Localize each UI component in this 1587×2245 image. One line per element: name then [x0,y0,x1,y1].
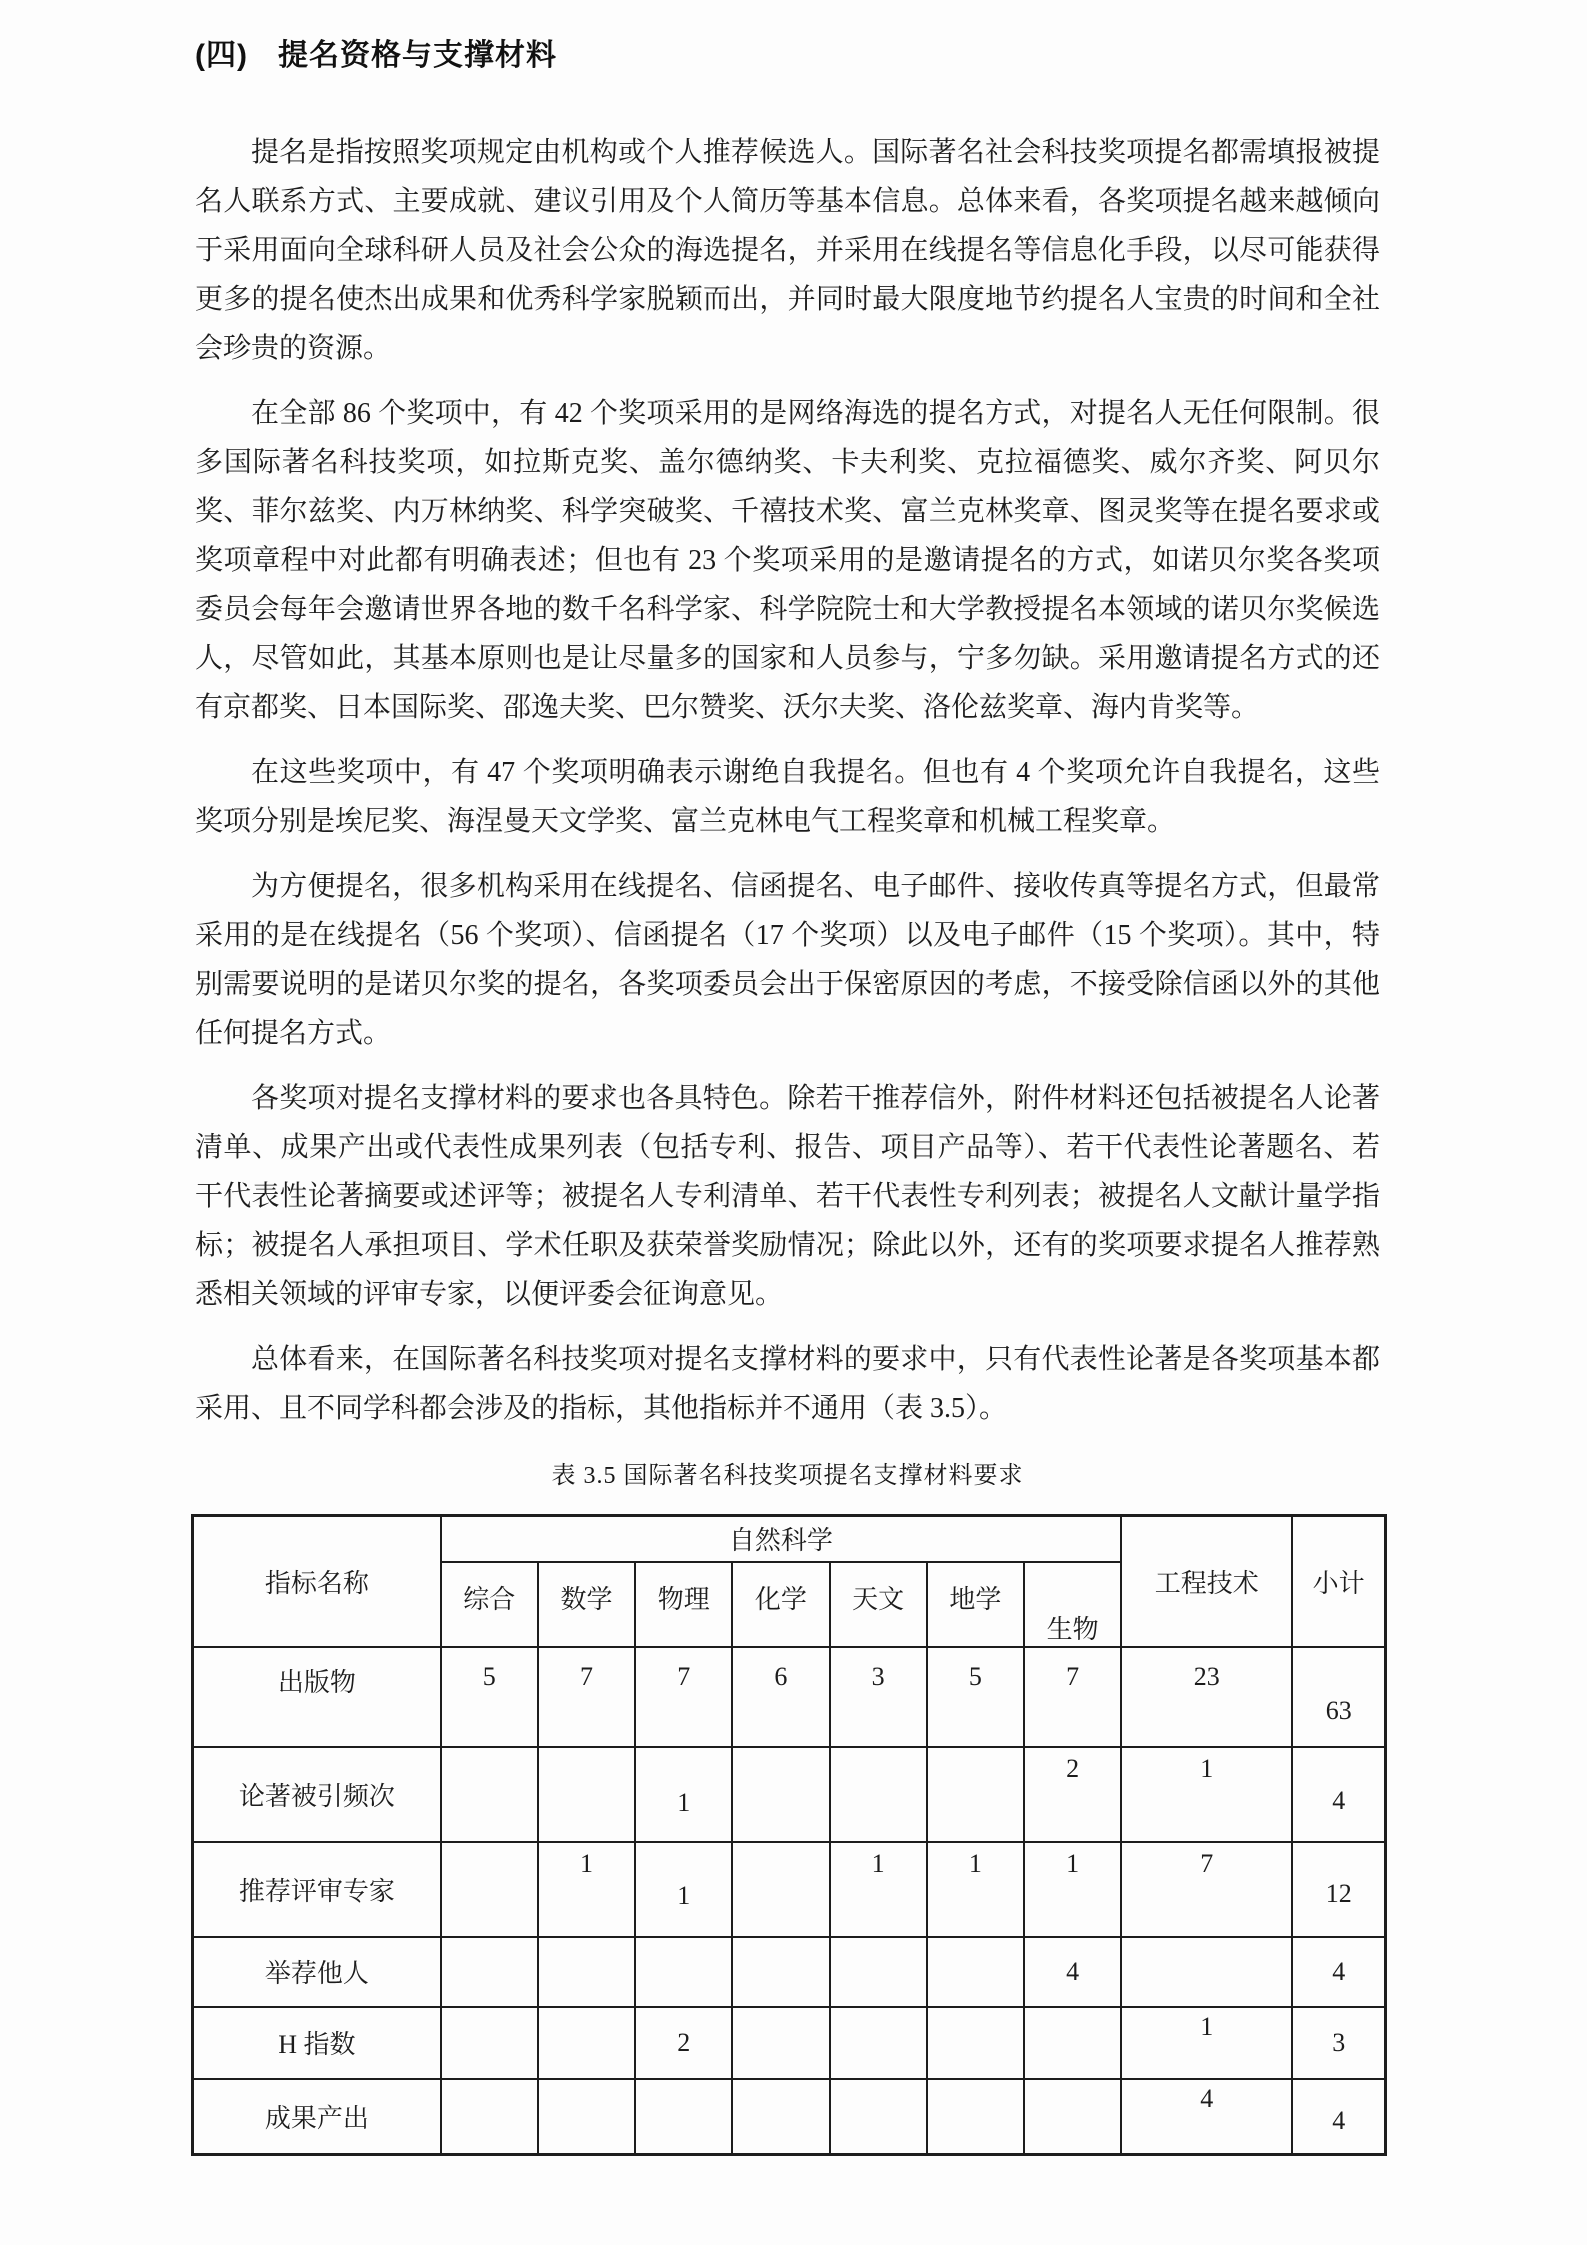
row-label: 出版物 [193,1647,441,1747]
table-cell: 1 [830,1842,927,1937]
row-label: 举荐他人 [193,1937,441,2007]
table-cell [830,2079,927,2155]
table-cell [635,1937,732,2007]
table-cell [927,1937,1024,2007]
table-cell [732,1842,829,1937]
table-cell [1024,2007,1121,2079]
table-cell: 7 [635,1647,732,1747]
paragraph: 为方便提名，很多机构采用在线提名、信函提名、电子邮件、接收传真等提名方式，但最常采用的是在线提名（56 个奖项）、信函提名（17 个奖项）以及电子邮件（15 个奖项）。其中，特别需要说明的是诺贝尔奖的提名，各奖项委员会出于保密原因的考虑，不接受除信函以外的其他任何提名方式。 [195,871,1380,1049]
table-cell: 4 [1292,2079,1385,2155]
table-cell [732,2007,829,2079]
table-cell: 7 [538,1647,635,1747]
table-cell: 4 [1292,1747,1385,1842]
paragraph: 在全部 86 个奖项中，有 42 个奖项采用的是网络海选的提名方式，对提名人无任何限制。很多国际著名科技奖项，如拉斯克奖、盖尔德纳奖、卡夫利奖、克拉福德奖、威尔齐奖、阿贝尔奖、菲尔兹奖、内万林纳奖、科学突破奖、千禧技术奖、富兰克林奖章、图灵奖等在提名要求或奖项章程中对此都有明确表述；但也有 23 个奖项采用的是邀请提名的方式，如诺贝尔奖各奖项委员会每年会邀请世界各地的数千名科学家、科学院院士和大学教授提名本领域的诺贝尔奖候选人，尽管如此，其基本原则也是让尽量多的国家和人员参与，宁多勿缺。采用邀请提名方式的还有京都奖、日本国际奖、邵逸夫奖、巴尔赞奖、沃尔夫奖、洛伦兹奖章、海内肯奖等。 [195,398,1380,723]
table-cell: 1 [635,1747,732,1842]
col-header-astronomy: 天文 [830,1562,927,1647]
col-header-natural-science: 自然科学 [441,1516,1122,1562]
table-cell: 3 [830,1647,927,1747]
table-row [193,1842,1386,1937]
table-cell: 1 [538,1842,635,1937]
col-header-comprehensive: 综合 [441,1562,538,1647]
table-cell [1024,2079,1121,2155]
table-cell: 1 [1121,2007,1292,2079]
paragraph: 总体看来，在国际著名科技奖项对提名支撑材料的要求中，只有代表性论著是各奖项基本都采用、且不同学科都会涉及的指标，其他指标并不通用（表 3.5）。 [195,1344,1380,1424]
table-cell: 7 [1121,1842,1292,1937]
table-cell: 2 [1024,1747,1121,1842]
table-cell [538,2079,635,2155]
section-number: (四) [195,39,248,72]
table-cell: 6 [732,1647,829,1747]
table-cell [927,2079,1024,2155]
table-cell [927,1747,1024,1842]
table-cell: 4 [1024,1937,1121,2007]
table-cell: 23 [1121,1647,1292,1747]
table-cell: 7 [1024,1647,1121,1747]
table-cell [441,1842,538,1937]
table-cell: 5 [441,1647,538,1747]
table-cell [538,1937,635,2007]
col-header-physics: 物理 [635,1562,732,1647]
table-cell [732,1747,829,1842]
table-cell: 1 [1121,1747,1292,1842]
table-cell: 4 [1121,2079,1292,2155]
nomination-materials-table [191,1514,1387,2156]
col-header-chemistry: 化学 [732,1562,829,1647]
paragraph: 各奖项对提名支撑材料的要求也各具特色。除若干推荐信外，附件材料还包括被提名人论著清单、成果产出或代表性成果列表（包括专利、报告、项目产品等）、若干代表性论著题名、若干代表性论著摘要或述评等；被提名人专利清单、若干代表性专利列表；被提名人文献计量学指标；被提名人承担项目、学术任职及获荣誉奖励情况；除此以外，还有的奖项要求提名人推荐熟悉相关领域的评审专家，以便评委会征询意见。 [195,1083,1380,1310]
table-cell: 63 [1292,1647,1385,1747]
table-cell: 1 [635,1842,732,1937]
col-header-geoscience: 地学 [927,1562,1024,1647]
table-cell [538,1747,635,1842]
table-header-row [193,1516,1386,1562]
table-row [193,1647,1386,1747]
table-body [193,1647,1386,2155]
col-header-indicator: 指标名称 [193,1516,441,1647]
table-cell [732,2079,829,2155]
row-label: H 指数 [193,2007,441,2079]
table-cell [441,2007,538,2079]
table-cell [927,2007,1024,2079]
table-cell [830,1937,927,2007]
col-header-biology: 生物 [1024,1562,1121,1647]
table-cell [830,1747,927,1842]
table-cell: 2 [635,2007,732,2079]
table-caption: 表 3.5 国际著名科技奖项提名支撑材料要求 [551,1463,1024,1489]
col-header-subtotal: 小计 [1292,1516,1385,1647]
table-row [193,2007,1386,2079]
table-cell [635,2079,732,2155]
table-cell [441,1937,538,2007]
table-cell [732,1937,829,2007]
col-header-engineering: 工程技术 [1121,1516,1292,1647]
table-cell: 5 [927,1647,1024,1747]
table-cell [1121,1937,1292,2007]
table-row [193,1747,1386,1842]
table-row [193,2079,1386,2155]
table-cell: 12 [1292,1842,1385,1937]
row-label: 成果产出 [193,2079,441,2155]
table-cell: 3 [1292,2007,1385,2079]
row-label: 推荐评审专家 [193,1842,441,1937]
table-cell [830,2007,927,2079]
section-heading [195,36,1380,76]
table-cell: 1 [927,1842,1024,1937]
table-cell [441,1747,538,1842]
row-label: 论著被引频次 [193,1747,441,1842]
paragraph: 在这些奖项中，有 47 个奖项明确表示谢绝自我提名。但也有 4 个奖项允许自我提名，这些奖项分别是埃尼奖、海涅曼天文学奖、富兰克林电气工程奖章和机械工程奖章。 [195,757,1380,837]
table-row [193,1937,1386,2007]
paragraph: 提名是指按照奖项规定由机构或个人推荐候选人。国际著名社会科技奖项提名都需填报被提名人联系方式、主要成就、建议引用及个人简历等基本信息。总体来看，各奖项提名越来越倾向于采用面向全球科研人员及社会公众的海选提名，并采用在线提名等信息化手段，以尽可能获得更多的提名使杰出成果和优秀科学家脱颖而出，并同时最大限度地节约提名人宝贵的时间和全社会珍贵的资源。 [195,137,1380,364]
table-cell: 4 [1292,1937,1385,2007]
table-cell [441,2079,538,2155]
table-cell [538,2007,635,2079]
col-header-math: 数学 [538,1562,635,1647]
section-title: 提名资格与支撑材料 [277,39,557,72]
table-cell: 1 [1024,1842,1121,1937]
